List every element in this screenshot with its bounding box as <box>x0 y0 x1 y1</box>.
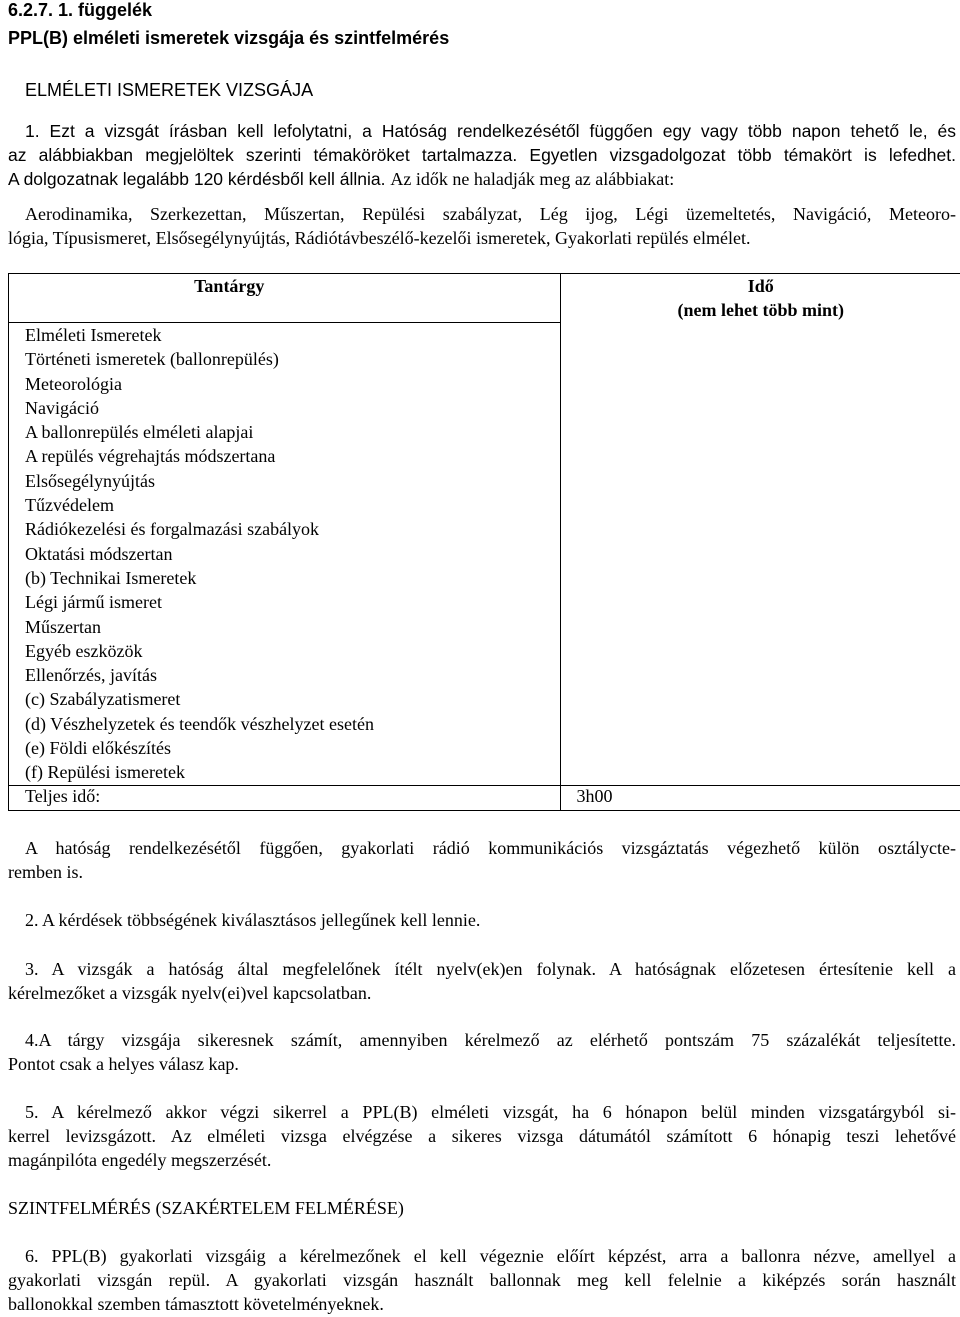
list-item: Meteorológia <box>25 373 122 394</box>
list-item: A repülés végrehajtás módszertana <box>25 446 276 467</box>
list-item: (c) Szabályzatismeret <box>25 689 181 710</box>
list-item: Történeti ismeretek (ballonrepülés) <box>25 349 279 370</box>
paragraph-1-topics <box>8 202 956 250</box>
paragraph-6-line-3: ballonokkal szemben támasztott követelményeknek. <box>8 1294 384 1314</box>
list-item: Légi jármű ismeret <box>25 592 162 613</box>
paragraph-4-line-1: 4.A tárgy vizsgája sikeresnek számít, amennyiben kérelmező az elérhető pontszám 75 százalékát teljesítette. <box>25 1030 956 1050</box>
paragraph-radio-line-1: A hatóság rendelkezésétől függően, gyakorlati rádió kommunikációs vizsgáztatás végezhető külön osztálycte- <box>25 838 956 858</box>
list-item: (d) Vészhelyzetek és teendők vészhelyzet esetén <box>25 713 375 734</box>
table-header-time-l2: (nem lehet több mint) <box>677 300 844 320</box>
paragraph-1-line-3a: A dolgozatnak legalább 120 kérdésből kell állnia. <box>8 169 386 189</box>
list-item: Műszertan <box>25 616 101 637</box>
paragraph-5-line-3: magánpilóta engedély megszerzését. <box>8 1150 272 1170</box>
paragraph-radio-line-2: remben is. <box>8 862 83 882</box>
paragraph-5-line-1: 5. A kérelmező akkor végzi sikerrel a PPL(B) elméleti vizsgát, ha 6 hónapon belül minden vizsgatárgyból si- <box>25 1102 956 1122</box>
paragraph-1 <box>8 119 956 191</box>
paragraph-6-line-1: 6. PPL(B) gyakorlati vizsgáig a kérelmezőnek el kell végeznie előírt képzést, arra a ballonra nézve, amellyel a <box>25 1246 956 1266</box>
paragraph-2 <box>8 908 956 932</box>
document-title: PPL(B) elméleti ismeretek vizsgája és szintfelmérés <box>8 28 450 48</box>
total-label: Teljes idő: <box>9 785 561 810</box>
paragraph-1-line-5: lógia, Típusismeret, Elsősegélynyújtás, Rádiótávbeszélő-kezelői ismeretek, Gyakorlati repülés elmélet. <box>8 228 751 248</box>
paragraph-4 <box>8 1028 956 1076</box>
list-item: A ballonrepülés elméleti alapjai <box>25 422 254 443</box>
subject-list <box>9 323 561 786</box>
list-item: Elméleti Ismeretek <box>25 325 162 345</box>
subtitle: ELMÉLETI ISMERETEK VIZSGÁJA <box>25 80 314 100</box>
paragraph-3-line-2: kérelmezőket a vizsgák nyelv(ei)vel kapcsolatban. <box>8 983 372 1003</box>
section-2-title <box>8 1196 956 1220</box>
list-item: (e) Földi előkészítés <box>25 738 171 759</box>
paragraph-radio <box>8 836 956 884</box>
table-header-subject: Tantárgy <box>9 274 561 323</box>
list-item: (f) Repülési ismeretek <box>25 762 185 783</box>
paragraph-6 <box>8 1244 956 1316</box>
section-2-heading: SZINTFELMÉRÉS (SZAKÉRTELEM FELMÉRÉSE) <box>8 1198 404 1218</box>
list-item: Ellenőrzés, javítás <box>25 665 157 686</box>
subject-time-table <box>8 273 960 811</box>
total-value: 3h00 <box>560 785 960 810</box>
table-header-time-l1: Idő <box>747 276 774 296</box>
paragraph-1-line-2: az alábbiakban megjelöltek szerinti témaköröket tartalmazza. Egyetlen vizsgadolgozat több témakört is lefedhet. <box>8 145 956 165</box>
paragraph-1-line-3b: Az idők ne haladják meg az alábbiakat: <box>390 169 675 189</box>
paragraph-5-line-2: kerrel levizsgázott. Az elméleti vizsga elvégzése a sikeres vizsga dátumától számított 6 hónapig teszi lehetővé <box>8 1126 956 1146</box>
paragraph-4-line-2: Pontot csak a helyes válasz kap. <box>8 1054 239 1074</box>
list-item: Tűzvédelem <box>25 495 114 516</box>
list-item: Navigáció <box>25 397 99 418</box>
paragraph-6-line-2: gyakorlati vizsgán repül. A gyakorlati vizsgán használt ballonnak meg kell felelnie a kiképzés során használt <box>8 1270 956 1290</box>
list-item: Oktatási módszertan <box>25 543 173 564</box>
paragraph-1-line-3 <box>8 167 956 191</box>
paragraph-3 <box>8 957 956 1005</box>
list-item: Elsősegélynyújtás <box>25 470 155 491</box>
paragraph-5 <box>8 1100 956 1172</box>
list-item: Egyéb eszközök <box>25 640 143 661</box>
list-item: (b) Technikai Ismeretek <box>25 567 197 588</box>
paragraph-1-line-1: 1. Ezt a vizsgát írásban kell lefolytatni, a Hatóság rendelkezésétől függően egy vagy több napon tehető le, és <box>25 121 956 141</box>
list-item: Rádiókezelési és forgalmazási szabályok <box>25 519 320 540</box>
paragraph-3-line-1: 3. A vizsgák a hatóság által megfelelőnek ítélt nyelv(ek)en folynak. A hatóságnak előzetesen értesítenie kell a <box>25 959 956 979</box>
table-header-time <box>560 274 960 786</box>
paragraph-2-line: 2. A kérdések többségének kiválasztásos jellegűnek kell lennie. <box>25 910 481 930</box>
paragraph-1-line-4: Aerodinamika, Szerkezettan, Műszertan, Repülési szabályzat, Lég ijog, Légi üzemeltetés, Navigáció, Meteoro- <box>25 204 956 224</box>
section-number: 6.2.7. 1. függelék <box>8 0 153 20</box>
